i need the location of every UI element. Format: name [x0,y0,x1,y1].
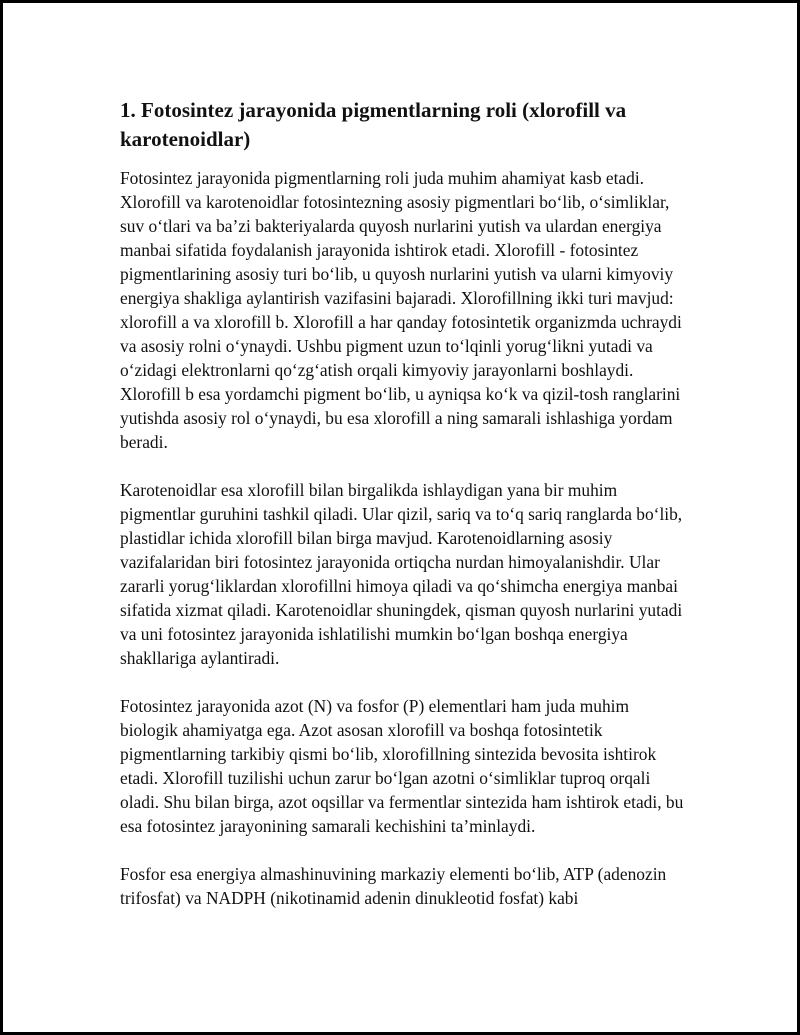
paragraph-carotenoids: Karotenoidlar esa xlorofill bilan birgalikda ishlaydigan yana bir muhim pigmentlar guruhini tashkil qiladi. Ular qizil, sariq va to‘q sariq ranglarda bo‘lib, plastidlar ichida xlorofill bilan birga mavjud. Karotenoidlarning asosiy vazifalaridan biri fotosintez jarayonida ortiqcha nurdan himoyalanishdir. Ular zararli yorug‘liklardan xlorofillni himoya qiladi va qo‘shimcha energiya manbai sifatida xizmat qiladi. Karotenoidlar shuningdek, qisman quyosh nurlarini yutadi va uni fotosintez jarayonida ishlatilishi mumkin bo‘lgan boshqa energiya shakllariga aylantiradi. [120,480,683,668]
paragraph-pigments-intro: Fotosintez jarayonida pigmentlarning roli juda muhim ahamiyat kasb etadi. Xlorofill va karotenoidlar fotosintezning asosiy pigmentlari bo‘lib, o‘simliklar, suv o‘tlari va ba’zi bakteriyalarda quyosh nurlarini yutish va ulardan energiya manbai sifatida foydalanish jarayonida ishtirok etadi. Xlorofill - fotosintez pigmentlarining asosiy turi bo‘lib, u quyosh nurlarini yutish va ularni kimyoviy energiya shakliga aylantirish vazifasini bajaradi. Xlorofillning ikki turi mavjud: xlorofill a va xlorofill b. Xlorofill a har qanday fotosintetik organizmda uchraydi va asosiy rolni o‘ynaydi. Ushbu pigment uzun to‘lqinli yorug‘likni yutadi va o‘zidagi elektronlarni qo‘zg‘atish orqali kimyoviy jarayonlarni boshlaydi. Xlorofill b esa yordamchi pigment bo‘lib, u ayniqsa ko‘k va qizil-tosh ranglarini yutishda asosiy rol o‘ynaydi, bu esa xlorofill a ning samarali ishlashiga yordam beradi. [120,168,682,452]
section-heading: 1. Fotosintez jarayonida pigmentlarning roli (xlorofill va karotenoidlar) [120,98,627,151]
document-body [120,96,690,934]
paragraph-phosphorus: Fosfor esa energiya almashinuvining markaziy elementi bo‘lib, ATP (adenozin trifosfat) va NADPH (nikotinamid adenin dinukleotid fosfat) kabi [120,864,667,908]
paragraph-nitrogen-phosphorus: Fotosintez jarayonida azot (N) va fosfor (P) elementlari ham juda muhim biologik ahamiyatga ega. Azot asosan xlorofill va boshqa fotosintetik pigmentlarning tarkibiy qismi bo‘lib, xlorofillning sintezida bevosita ishtirok etadi. Xlorofill tuzilishi uchun zarur bo‘lgan azotni o‘simliklar tuproq orqali oladi. Shu bilan birga, azot oqsillar va fermentlar sintezida ham ishtirok etadi, bu esa fotosintez jarayonining samarali kechishini ta’minlaydi. [120,696,684,836]
